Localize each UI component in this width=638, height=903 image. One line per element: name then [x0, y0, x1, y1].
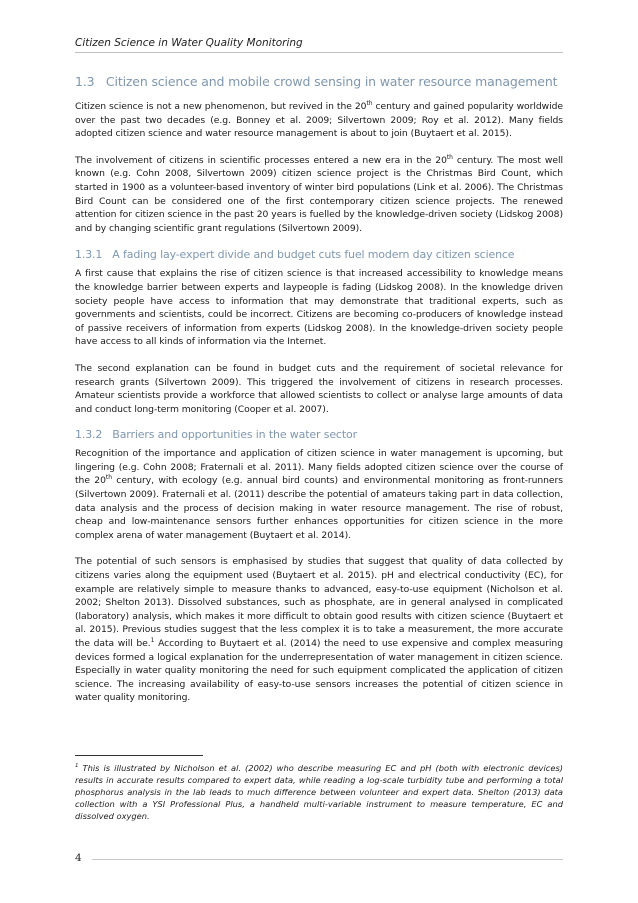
- superscript: th: [105, 474, 112, 482]
- paragraph-text: century and gained popularity worldwide over the past two decades (e.g. Bonney et al. 2009; Silvertown 2009; Roy et al. 2012). Many fields adopted citizen science and water resource management is about to join (Buytaert et al. 2015).: [75, 101, 563, 140]
- subsection-number: 1.3.2: [75, 428, 103, 442]
- paragraph-text: Citizen science is not a new phenomenon, but revived in the 20: [75, 101, 367, 112]
- paragraph-3: A first cause that explains the rise of citizen science is that increased accessibility to knowledge means the knowledge barrier between experts and laypeople is fading (Lidskog 2008). In the knowledge driven society people have access to information that may demonstrate that traditional experts, such as governments and scientists, could be incorrect. Citizens are becoming co-producers of knowledge instead of passive receivers of information from experts (Lidskog 2008). In the knowledge-driven society people have access to all kinds of information via the Internet.: [75, 268, 563, 348]
- paragraph-2: [75, 154, 563, 236]
- subsection-title: A fading lay-expert divide and budget cuts fuel modern day citizen science: [112, 248, 515, 262]
- footnote-marker: 1: [75, 763, 79, 770]
- paragraph-text: The potential of such sensors is emphasised by studies that suggest that quality of data collected by citizens varies along the equipment used (Buytaert et al. 2015). pH and electrical conductivity (EC), for example are relatively simple to measure thanks to advanced, easy-to-use equipment (Nicholson et al. 2002; Shelton 2013). Dissolved substances, such as phosphate, are in general analysed in complicated (laboratory) analysis, which makes it more difficult to obtain good results with citizen science (Buytaert et al. 2015). Previous studies suggest that the less complex it is to take a measurement, the more accurate the data will be.: [75, 556, 563, 649]
- footnote-reference[interactable]: 1: [150, 636, 155, 644]
- footnote-divider: [75, 755, 203, 756]
- paragraph-5: [75, 447, 563, 542]
- subsection-title: Barriers and opportunities in the water sector: [112, 428, 357, 442]
- page-number: 4: [75, 852, 82, 864]
- paragraph-text: The involvement of citizens in scientific processes entered a new era in the 20: [75, 154, 447, 166]
- paragraph-6: [75, 555, 563, 705]
- section-number: 1.3: [75, 74, 95, 89]
- paragraph-4: The second explanation can be found in budget cuts and the requirement of societal relevance for research grants (Silvertown 2009). This triggered the involvement of citizens in research processes. Amateur scientists provide a workforce that allowed scientists to collect or analyse large amounts of data and conduct long-term monitoring (Cooper et al. 2007).: [75, 362, 563, 415]
- section-heading: [75, 74, 563, 89]
- paragraph-1: [75, 100, 563, 141]
- superscript: th: [446, 153, 453, 161]
- paragraph-text: According to Buytaert et al. (2014) the need to use expensive and complex measuring devices formed a logical explanation for the underrepresentation of water management in citizen science. Especially in water quality monitoring the need for such equipment complicated the application of citizen science. The increasing availability of easy-to-use sensors increases the potential of citizen science in water quality monitoring.: [75, 638, 563, 704]
- subsection-heading-2: [75, 428, 563, 441]
- subsection-heading-1: [75, 248, 563, 261]
- running-header: Citizen Science in Water Quality Monitoring: [75, 37, 303, 49]
- paragraph-text: century, with ecology (e.g. annual bird counts) and environmental monitoring as front-runners (Silvertown 2009). Fraternali et al. (2011) describe the potential of amateurs taking part in data collection, data analysis and the process of decision making in water resource management. The rise of robust, cheap and low-maintenance sensors further enhances opportunities for citizen science in the more complex arena of water management (Buytaert et al. 2014).: [75, 475, 564, 541]
- footer-divider: [92, 859, 563, 860]
- footnote: [75, 763, 563, 823]
- superscript: th: [366, 99, 373, 107]
- header-divider: [75, 52, 563, 53]
- subsection-number: 1.3.1: [75, 248, 103, 262]
- paragraph-text: century. The most well known (e.g. Cohn 2008, Silvertown 2009) citizen science project is the Christmas Bird Count, which started in 1900 as a volunteer-based inventory of winter bird populations (Link et al. 2006). The Christmas Bird Count can be considered one of the first contemporary citizen science projects. The renewed attention for citizen science in the past 20 years is fuelled by the knowledge-driven society (Lidskog 2008) and by changing scientific grant regulations (Silvertown 2009).: [75, 154, 563, 234]
- section-title: Citizen science and mobile crowd sensing in water resource management: [105, 74, 558, 89]
- paragraph-text: Recognition of the importance and application of citizen science in water management is upcoming, but lingering (e.g. Cohn 2008; Fraternali et al. 2011). Many fields adopted citizen science over the course of the 20: [75, 448, 563, 487]
- page-body: [75, 74, 563, 718]
- footnote-text: This is illustrated by Nicholson et al. (2002) who describe measuring EC and pH (both with electronic devices) results in accurate results compared to expert data, while reading a log-scale turbidity tube and performing a total phosphorus analysis in the lab leads to much difference between volunteer and expert data. Shelton (2013) data collection with a YSI Professional Plus, a handheld multi-variable instrument to measure temperature, EC and dissolved oxygen.: [75, 763, 563, 821]
